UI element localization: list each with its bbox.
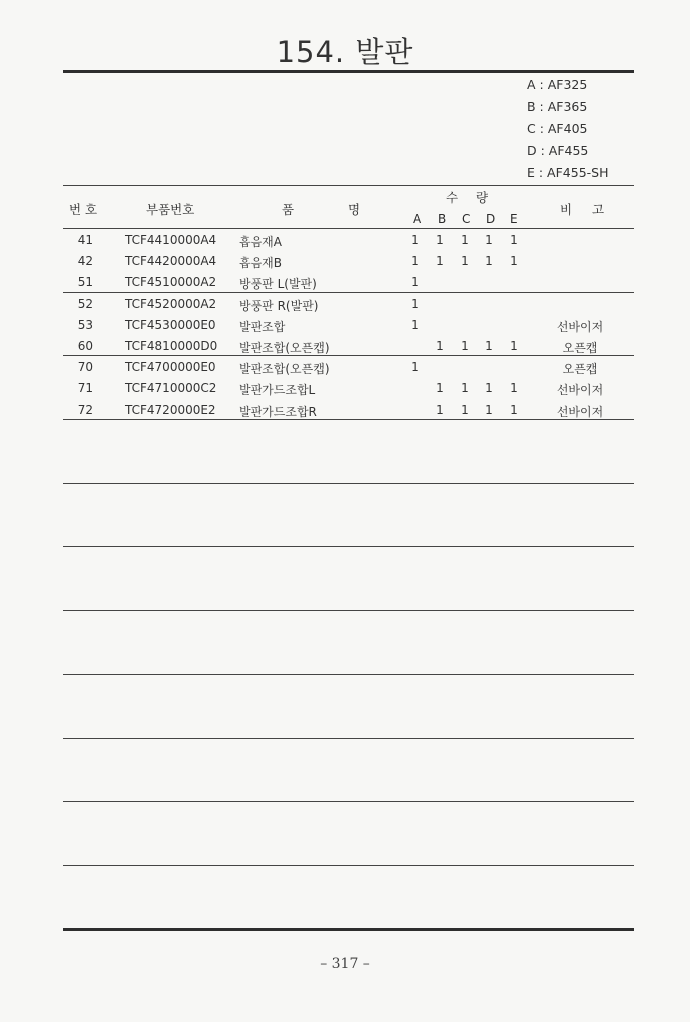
page-title: 154. 발판 [276, 35, 414, 69]
cell-e: 1 [510, 233, 518, 247]
cell-d: 1 [485, 381, 493, 396]
cell-b: 1 [436, 254, 444, 269]
cell-no: 51 [77, 275, 93, 290]
cell-no: 41 [77, 233, 93, 247]
header-model-b: B [438, 212, 447, 226]
cell-b: 1 [436, 233, 444, 247]
legend-item: A : AF325 [527, 77, 588, 92]
cell-c: 1 [461, 381, 469, 396]
group-rule [63, 355, 634, 356]
cell-name: 발판조합(오픈캡) [239, 362, 330, 377]
blank-row-rule [63, 801, 634, 802]
cell-part: TCF4720000E2 [125, 402, 216, 417]
cell-c: 1 [461, 402, 469, 417]
table-row [63, 294, 634, 315]
header-no: 번 호 [69, 202, 98, 217]
cell-d: 1 [485, 339, 493, 353]
page-number: – 317 – [320, 956, 370, 972]
table-row [63, 400, 634, 421]
cell-no: 72 [77, 402, 93, 417]
blank-row-rule [63, 610, 634, 611]
cell-a: 1 [411, 254, 419, 269]
legend-item: D : AF455 [527, 143, 589, 158]
cell-name: 발판조합 [239, 319, 286, 334]
blank-row-rule [63, 546, 634, 547]
group-rule [63, 419, 634, 420]
header-part-no: 부품번호 [146, 202, 195, 217]
cell-d: 1 [485, 233, 493, 247]
cell-part: TCF4530000E0 [125, 317, 216, 332]
cell-c: 1 [461, 339, 469, 353]
cell-part: TCF4420000A4 [125, 254, 217, 269]
header-model-e: E [510, 212, 518, 226]
cell-d: 1 [485, 402, 493, 417]
header-note-right: 고 [592, 202, 605, 217]
cell-name: 흡음재A [239, 235, 282, 249]
cell-no: 52 [77, 296, 93, 311]
blank-row-rule [63, 865, 634, 866]
table-row [63, 378, 634, 399]
cell-part: TCF4700000E0 [125, 360, 216, 375]
cell-note: 선바이저 [556, 383, 604, 398]
cell-name: 발판가드조합L [239, 383, 316, 398]
cell-c: 1 [461, 233, 469, 247]
cell-no: 42 [77, 254, 93, 269]
cell-part: TCF4710000C2 [125, 381, 217, 396]
title-rule [63, 70, 634, 73]
header-bottom-rule [63, 228, 634, 229]
table-row [63, 336, 634, 357]
legend-item: E : AF455-SH [527, 165, 609, 180]
legend-item: C : AF405 [527, 121, 588, 136]
table-row [63, 315, 634, 336]
cell-a: 1 [411, 296, 419, 311]
cell-name: 발판가드조합R [239, 404, 317, 419]
cell-name: 방풍판 R(발판) [239, 298, 319, 313]
cell-a: 1 [411, 275, 419, 290]
table-row [63, 272, 634, 293]
cell-part: TCF4520000A2 [125, 296, 217, 311]
cell-d: 1 [485, 254, 493, 269]
cell-no: 53 [77, 317, 93, 332]
cell-note: 선바이저 [556, 404, 604, 419]
header-model-d: D [486, 212, 496, 226]
cell-note: 오픈캡 [562, 362, 598, 377]
header-model-a: A [413, 212, 422, 226]
cell-b: 1 [436, 381, 444, 396]
table-row [63, 357, 634, 378]
cell-e: 1 [510, 254, 518, 269]
cell-part: TCF4410000A4 [125, 233, 217, 247]
cell-no: 71 [77, 381, 93, 396]
cell-note: 오픈캡 [562, 341, 598, 355]
table-bottom-rule [63, 928, 634, 931]
cell-note: 선바이저 [556, 319, 604, 334]
cell-name: 방풍판 L(발판) [239, 277, 317, 292]
model-legend [527, 76, 609, 186]
cell-c: 1 [461, 254, 469, 269]
header-qty-left: 수 [446, 190, 459, 205]
cell-e: 1 [510, 402, 518, 417]
cell-e: 1 [510, 339, 518, 353]
blank-row-rule [63, 674, 634, 675]
blank-row-rule [63, 483, 634, 484]
cell-b: 1 [436, 339, 444, 353]
header-name-left: 품 [282, 202, 295, 217]
cell-a: 1 [411, 360, 419, 375]
cell-part: TCF4510000A2 [125, 275, 217, 290]
table-row [63, 251, 634, 272]
legend-item: B : AF365 [527, 99, 588, 114]
cell-a: 1 [411, 233, 419, 247]
cell-name: 발판조합(오픈캡) [239, 341, 330, 355]
table-top-rule [63, 185, 634, 186]
group-rule [63, 292, 634, 293]
cell-a: 1 [411, 317, 419, 332]
table-row [63, 230, 634, 251]
header-model-c: C [462, 212, 471, 226]
blank-row-rule [63, 738, 634, 739]
cell-name: 흡음재B [239, 256, 283, 271]
header-qty-right: 량 [476, 190, 489, 205]
cell-b: 1 [436, 402, 444, 417]
cell-e: 1 [510, 381, 518, 396]
cell-no: 70 [77, 360, 93, 375]
header-name-right: 명 [348, 202, 361, 217]
cell-part: TCF4810000D0 [125, 339, 218, 353]
header-note-left: 비 [560, 202, 573, 217]
cell-no: 60 [77, 339, 93, 353]
